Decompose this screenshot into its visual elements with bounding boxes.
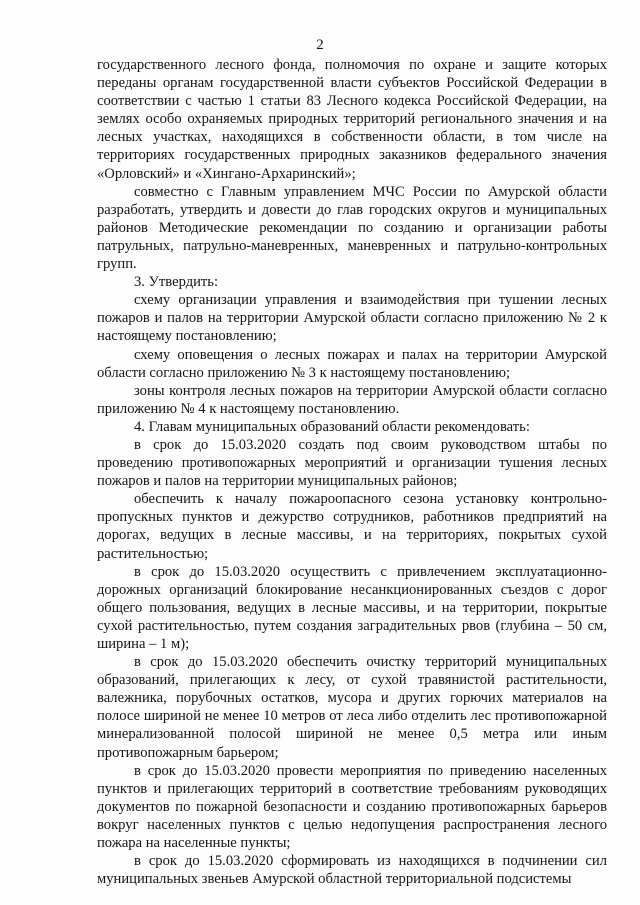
page-number: 2 <box>316 37 324 53</box>
paragraph-section-4-heading: 4. Главам муниципальных образований области рекомендовать: <box>134 418 530 435</box>
paragraph-forming-forces: в срок до 15.03.2020 сформировать из находящихся в подчинении сил муниципальных звеньев Амурской областной территориальной подсистемы <box>97 853 607 888</box>
paragraph-methodical-recommendations: совместно с Главным управлением МЧС России по Амурской области разработать, утвердить и довести до глав городских округов и муниципальных районов Методические рекомендации по созданию и организации работы патрульных, патрульно-маневренных, маневренных и патрульно-контрольных групп. <box>97 183 607 273</box>
document-body <box>97 56 607 888</box>
paragraph-headquarters: в срок до 15.03.2020 создать под своим руководством штабы по проведению противопожарных мероприятий и организации тушения лесных пожаров и палов на территории муниципальных районов; <box>97 436 607 490</box>
paragraph-checkpoints: обеспечить к началу пожароопасного сезона установку контрольно-пропускных пунктов и дежурство сотрудников, работников предприятий на дорогах, ведущих в лесные массивы, и на территориях, покрытых сухой растительностью; <box>97 491 607 562</box>
paragraph-control-zones: зоны контроля лесных пожаров на территории Амурской области согласно приложению № 4 к настоящему постановлению. <box>97 382 607 417</box>
paragraph-settlement-barriers: в срок до 15.03.2020 провести мероприятия по приведению населенных пунктов и прилегающих территорий в соответствие требованиям руководящих документов по пожарной безопасности и созданию противопожарных барьеров вокруг населенных пунктов с целью недопущения распространения лесного пожара на населенные пункты; <box>97 762 607 852</box>
paragraph-clearing-territories: в срок до 15.03.2020 обеспечить очистку территорий муниципальных образований, прилегающих к лесу, от сухой травянистой растительности, валежника, порубочных остатков, мусора и других горючих материалов на полосе шириной не менее 10 метров от леса либо отделить лес противопожарной минерализованной полосой шириной не менее 0,5 метра или иным противопожарным барьером; <box>97 654 607 761</box>
paragraph-section-3-heading: 3. Утвердить: <box>134 274 219 291</box>
paragraph-continuation: государственного лесного фонда, полномочия по охране и защите которых переданы органам государственной власти субъектов Российской Федерации в соответствии с частью 1 статьи 83 Лесного кодекса Российской Федерации, на землях особо охраняемых природных территорий регионального значения и на лесных участках, находящихся в собственности области, в том числе на территориях государственных природных заказников федерального значения «Орловский» и «Хингано-Архаринский»; <box>97 57 607 182</box>
paragraph-management-scheme: схему организации управления и взаимодействия при тушении лесных пожаров и палов на территории Амурской области согласно приложению № 2 к настоящему постановлению; <box>97 292 607 345</box>
paragraph-blocking-roads: в срок до 15.03.2020 осуществить с привлечением эксплуатационно-дорожных организаций блокирование несанкционированных съездов с дорог общего пользования, ведущих в лесные массивы, и на территории, покрытые сухой растительностью, путем создания заградительных рвов (глубина – 50 см, ширина – 1 м); <box>97 563 607 652</box>
paragraph-notification-scheme: схему оповещения о лесных пожарах и палах на территории Амурской области согласно приложению № 3 к настоящему постановлению; <box>97 346 607 381</box>
